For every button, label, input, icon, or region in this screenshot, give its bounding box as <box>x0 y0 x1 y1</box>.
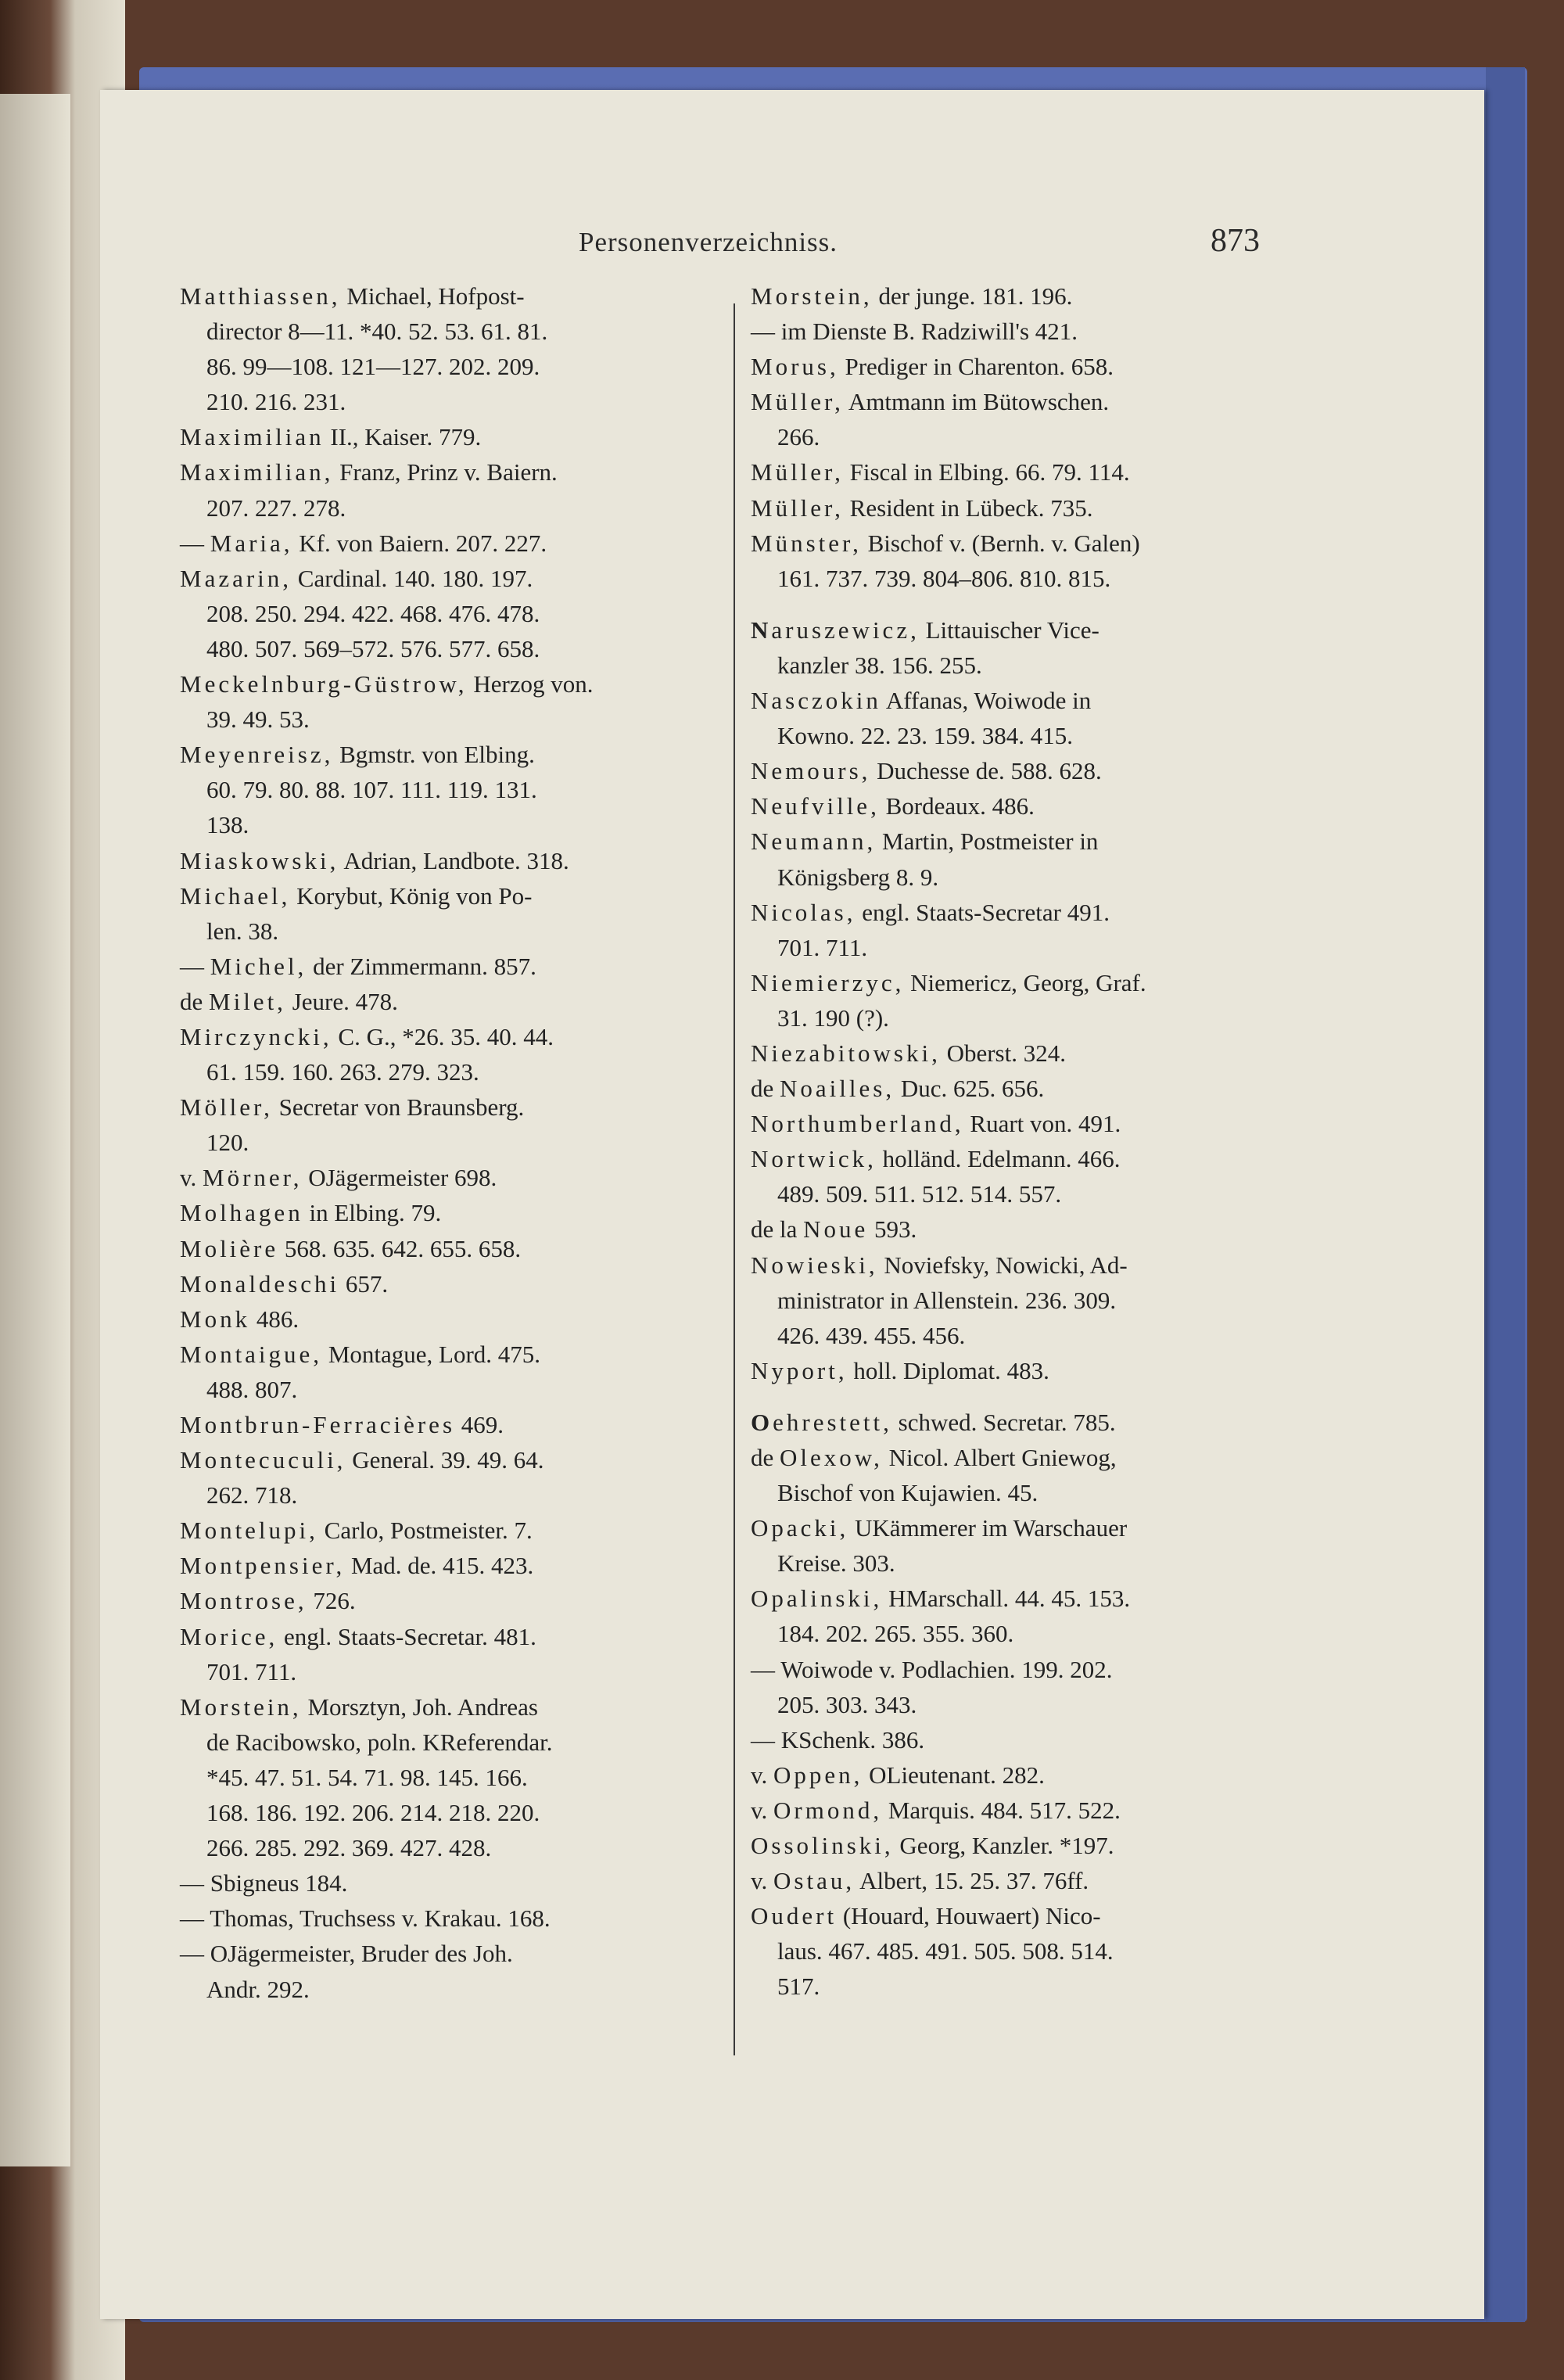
entry-name: Michael, <box>180 881 291 910</box>
index-entry-continuation <box>180 1372 712 1407</box>
entry-text: — Thomas, Truchsess v. Krakau. 168. <box>180 1904 551 1933</box>
entry-details: General. 39. 49. 64. <box>346 1446 544 1474</box>
entry-details: Morsztyn, Joh. Andreas <box>301 1693 538 1721</box>
index-entry <box>180 1548 712 1583</box>
index-entry <box>751 490 1282 526</box>
entry-name: Monk <box>180 1305 251 1333</box>
index-entry-continuation <box>751 648 1282 683</box>
entry-details: Ruart von. 491. <box>963 1110 1121 1138</box>
entry-prefix: v. <box>751 1761 773 1789</box>
index-entry <box>751 683 1282 718</box>
entry-name: Montecuculi, <box>180 1446 346 1474</box>
entry-name: Niemierzyc, <box>751 968 905 996</box>
entry-details: der Zimmermann. 857. <box>307 952 536 980</box>
entry-text: 86. 99—108. 121—127. 202. 209. <box>206 353 540 381</box>
index-entry <box>751 1036 1282 1071</box>
entry-details: Bordeaux. 486. <box>879 792 1035 820</box>
entry-details: Carlo, Postmeister. 7. <box>317 1517 533 1545</box>
index-entry-continuation <box>751 860 1282 895</box>
entry-details: Littauischer Vice- <box>919 616 1099 644</box>
index-entry <box>180 1301 712 1337</box>
entry-details: Noviefsky, Nowicki, Ad- <box>877 1251 1128 1279</box>
entry-text: — Woiwode v. Podlachien. 199. 202. <box>751 1655 1113 1683</box>
index-entry <box>180 1231 712 1266</box>
index-entry-continuation <box>180 1125 712 1160</box>
entry-text: kanzler 38. 156. 255. <box>777 651 982 679</box>
index-entry-continuation <box>751 1318 1282 1353</box>
entry-text: Bischof von Kujawien. 45. <box>777 1479 1038 1507</box>
entry-details: schwed. Secretar. 785. <box>891 1408 1116 1436</box>
entry-name: Miaskowski, <box>180 846 339 874</box>
entry-details: Duc. 625. 656. <box>895 1075 1045 1103</box>
index-entry <box>751 824 1282 859</box>
entry-details: Georg, Kanzler. *197. <box>893 1832 1114 1860</box>
entry-prefix: v. <box>180 1164 203 1192</box>
entry-details: OLieutenant. 282. <box>863 1761 1045 1789</box>
entry-details: 657. <box>339 1269 389 1298</box>
index-entry-continuation <box>751 1283 1282 1318</box>
entry-prefix: — <box>180 952 210 980</box>
index-entry <box>180 843 712 878</box>
index-entry <box>180 1195 712 1230</box>
entry-details: 726. <box>307 1587 356 1615</box>
entry-name: Müller, <box>751 388 844 416</box>
index-entry <box>751 753 1282 788</box>
index-entry <box>180 419 712 454</box>
index-entry <box>180 1337 712 1372</box>
entry-name: Nortwick, <box>751 1145 877 1173</box>
entry-details: OJägermeister 698. <box>302 1164 497 1192</box>
index-entry <box>751 278 1282 314</box>
index-entry <box>180 1619 712 1654</box>
entry-name: Münster, <box>751 529 862 557</box>
entry-details: der junge. 181. 196. <box>872 282 1073 310</box>
entry-name: Meckelnburg-Güstrow, <box>180 670 468 698</box>
entry-details: Prediger in Charenton. 658. <box>838 353 1114 381</box>
index-entry <box>751 965 1282 1000</box>
entry-text: 480. 507. 569–572. 576. 577. 658. <box>206 634 540 662</box>
entry-name: Molhagen <box>180 1199 303 1227</box>
entry-text: *45. 47. 51. 54. 71. 98. 145. 166. <box>206 1763 528 1791</box>
entry-details: Herzog von. <box>467 670 594 698</box>
entry-prefix: v. <box>751 1796 773 1824</box>
entry-details: II., Kaiser. 779. <box>324 423 482 451</box>
entry-details: HMarschall. 44. 45. 153. <box>882 1585 1131 1613</box>
entry-details: Franz, Prinz v. Baiern. <box>333 458 558 486</box>
entry-name: Michel, <box>210 952 307 980</box>
entry-details: Amtmann im Bütowschen. <box>843 388 1110 416</box>
index-entry <box>180 526 712 561</box>
entry-text: 701. 711. <box>777 933 868 961</box>
index-entry <box>751 1722 1282 1757</box>
entry-prefix: — <box>180 529 210 557</box>
entry-name: Müller, <box>751 494 844 522</box>
index-entry <box>751 1247 1282 1283</box>
entry-details: Jeure. 478. <box>285 987 398 1015</box>
index-entry-continuation <box>751 561 1282 596</box>
index-entry-continuation <box>180 384 712 419</box>
entry-text: — KSchenk. 386. <box>751 1725 925 1754</box>
entry-details: Niemericz, Georg, Graf. <box>904 968 1146 996</box>
entry-name: Molière <box>180 1234 279 1262</box>
index-entry <box>751 1141 1282 1176</box>
index-entry <box>180 561 712 596</box>
entry-text: de Racibowsko, poln. KReferendar. <box>206 1728 553 1756</box>
entry-text: 207. 227. 278. <box>206 494 346 522</box>
entry-text: Kreise. 303. <box>777 1549 895 1578</box>
index-entry-continuation <box>751 1687 1282 1722</box>
entry-name: Maria, <box>210 529 293 557</box>
entry-name: Montpensier, <box>180 1552 346 1580</box>
index-column-right <box>751 278 1282 2005</box>
entry-text: 60. 79. 80. 88. 107. 111. 119. 131. <box>206 776 537 804</box>
entry-details: Cardinal. 140. 180. 197. <box>292 564 533 592</box>
index-entry-continuation <box>751 718 1282 753</box>
entry-name: Nicolas, <box>751 898 856 926</box>
index-entry <box>180 1407 712 1442</box>
entry-name: Olexow, <box>780 1444 883 1471</box>
index-entry <box>751 1510 1282 1545</box>
entry-name: Ossolinski, <box>751 1832 894 1860</box>
entry-details: Oberst. 324. <box>940 1039 1066 1067</box>
entry-name: Mirczyncki, <box>180 1022 332 1050</box>
entry-name: Montrose, <box>180 1587 307 1615</box>
index-entry-continuation <box>180 1972 712 2007</box>
index-entry <box>180 1019 712 1054</box>
index-entry-continuation <box>180 1830 712 1865</box>
index-entry <box>751 1405 1282 1440</box>
index-entry <box>751 384 1282 419</box>
entry-details: 469. <box>455 1411 504 1438</box>
index-entry <box>751 1652 1282 1687</box>
entry-details: in Elbing. 79. <box>303 1199 442 1227</box>
entry-details: Bischof v. (Bernh. v. Galen) <box>861 529 1140 557</box>
entry-details: C. G., *26. 35. 40. 44. <box>332 1022 554 1050</box>
index-entry-continuation <box>751 1475 1282 1510</box>
index-entry-continuation <box>180 631 712 666</box>
entry-name: Maximilian, <box>180 458 334 486</box>
entry-name: aruszewicz, <box>771 616 920 644</box>
entry-name: Matthiassen, <box>180 282 341 310</box>
entry-prefix: de la <box>751 1215 804 1244</box>
entry-text: 120. <box>206 1129 249 1157</box>
entry-details: holl. Diplomat. 483. <box>847 1356 1049 1384</box>
entry-text: ministrator in Allenstein. 236. 309. <box>777 1286 1117 1314</box>
entry-text: 488. 807. <box>206 1375 298 1403</box>
entry-name: Morus, <box>751 353 839 381</box>
entry-name: Maximilian <box>180 423 325 451</box>
index-entry-continuation <box>751 419 1282 454</box>
index-entry <box>180 1865 712 1901</box>
entry-name: Mörner, <box>203 1164 303 1192</box>
entry-details: Adrian, Landbote. 318. <box>339 846 569 874</box>
entry-prefix: de <box>751 1075 780 1103</box>
index-entry-continuation <box>180 490 712 526</box>
entry-text: 266. 285. 292. 369. 427. 428. <box>206 1834 492 1862</box>
index-entry <box>180 737 712 772</box>
entry-text: 138. <box>206 811 249 839</box>
index-entry <box>751 1793 1282 1828</box>
index-entry <box>751 1071 1282 1106</box>
entry-name: Neufville, <box>751 792 880 820</box>
index-entry <box>751 1863 1282 1898</box>
entry-text: — OJägermeister, Bruder des Joh. <box>180 1940 513 1968</box>
entry-name: Ormond, <box>773 1796 883 1824</box>
entry-text: 701. 711. <box>206 1657 297 1685</box>
index-entry <box>180 1689 712 1725</box>
column-divider <box>734 303 735 2055</box>
index-entry <box>751 895 1282 930</box>
entry-name: Mazarin, <box>180 564 292 592</box>
entry-name: Montaigue, <box>180 1340 323 1368</box>
entry-text: 489. 509. 511. 512. 514. 557. <box>777 1180 1062 1208</box>
index-entry <box>180 1901 712 1936</box>
entry-text: Kowno. 22. 23. 159. 384. 415. <box>777 722 1074 750</box>
index-entry <box>180 1583 712 1618</box>
entry-details: Montague, Lord. 475. <box>322 1340 541 1368</box>
entry-text: 205. 303. 343. <box>777 1690 917 1718</box>
entry-name: Northumberland, <box>751 1110 964 1138</box>
index-entry-continuation <box>180 1725 712 1760</box>
entry-name: Nemours, <box>751 757 871 785</box>
entry-name: Nyport, <box>751 1356 848 1384</box>
index-entry-continuation <box>180 349 712 384</box>
entry-details: 593. <box>868 1215 917 1244</box>
index-entry <box>751 1757 1282 1793</box>
index-entry-continuation <box>180 1654 712 1689</box>
entry-details: Albert, 15. 25. 37. 76ff. <box>855 1867 1089 1895</box>
index-entry <box>751 1353 1282 1388</box>
index-entry-continuation <box>751 930 1282 965</box>
entry-text: 31. 190 (?). <box>777 1003 889 1032</box>
entry-text: 61. 159. 160. 263. 279. 323. <box>206 1058 479 1086</box>
page-number: 873 <box>1211 223 1260 259</box>
entry-name: Niezabitowski, <box>751 1039 941 1067</box>
index-entry <box>751 1440 1282 1475</box>
entry-text: len. 38. <box>206 917 279 945</box>
index-entry-continuation <box>751 1616 1282 1651</box>
entry-text: Andr. 292. <box>206 1975 310 2003</box>
entry-text: 161. 737. 739. 804–806. 810. 815. <box>777 564 1111 592</box>
index-entry-continuation <box>180 914 712 949</box>
index-entry <box>180 454 712 490</box>
entry-details: UKämmerer im Warschauer <box>848 1514 1128 1542</box>
index-entry-continuation <box>180 807 712 842</box>
entry-prefix: de <box>751 1444 780 1471</box>
entry-details: engl. Staats-Secretar 491. <box>856 898 1110 926</box>
entry-text: 262. 718. <box>206 1481 298 1509</box>
index-entry <box>751 314 1282 349</box>
index-entry-continuation <box>180 596 712 631</box>
index-entry-continuation <box>751 1969 1282 2004</box>
entry-text: 208. 250. 294. 422. 468. 476. 478. <box>206 599 540 627</box>
entry-text: 517. <box>777 1973 820 2001</box>
entry-name: Oudert <box>751 1902 838 1930</box>
entry-name: Nasczokin <box>751 687 881 715</box>
index-entry <box>180 1442 712 1477</box>
entry-text: director 8—11. *40. 52. 53. 61. 81. <box>206 318 548 346</box>
entry-details: Michael, Hofpost- <box>340 282 525 310</box>
index-entry-continuation <box>180 772 712 807</box>
index-entry-continuation <box>751 1176 1282 1212</box>
entry-details: Fiscal in Elbing. 66. 79. 114. <box>843 458 1130 486</box>
index-entry <box>751 1581 1282 1616</box>
entry-name: ehrestett, <box>773 1408 892 1436</box>
entry-name: Morstein, <box>180 1693 302 1721</box>
index-entry <box>180 1513 712 1548</box>
entry-name: Morice, <box>180 1622 278 1650</box>
index-entry <box>180 949 712 984</box>
entry-name: Montbrun-Ferracières <box>180 1411 456 1438</box>
section-initial: N <box>751 616 772 644</box>
entry-name: Möller, <box>180 1093 273 1122</box>
entry-details: 486. <box>250 1305 300 1333</box>
entry-text: 266. <box>777 423 820 451</box>
entry-details: Mad. de. 415. 423. <box>345 1552 534 1580</box>
entry-details: Resident in Lübeck. 735. <box>843 494 1093 522</box>
entry-text: — im Dienste B. Radziwill's 421. <box>751 318 1078 346</box>
index-entry-continuation <box>180 702 712 737</box>
entry-text: Königsberg 8. 9. <box>777 863 939 891</box>
entry-details: Nicol. Albert Gniewog, <box>882 1444 1117 1471</box>
section-initial: O <box>751 1408 773 1436</box>
index-entry <box>751 1828 1282 1863</box>
entry-name: Morstein, <box>751 282 873 310</box>
index-entry <box>180 878 712 914</box>
entry-name: Nowieski, <box>751 1251 878 1279</box>
entry-prefix: de <box>180 987 210 1015</box>
entry-text: — Sbigneus 184. <box>180 1869 348 1897</box>
index-entry <box>751 1212 1282 1247</box>
index-entry <box>180 1936 712 1971</box>
entry-details: holländ. Edelmann. 466. <box>876 1145 1121 1173</box>
entry-details: 568. 635. 642. 655. 658. <box>278 1234 522 1262</box>
index-entry <box>180 278 712 314</box>
index-entry <box>751 1898 1282 1933</box>
entry-details: Marquis. 484. 517. 522. <box>882 1796 1121 1824</box>
entry-name: Müller, <box>751 458 844 486</box>
index-entry <box>180 984 712 1019</box>
entry-name: Ostau, <box>773 1867 856 1895</box>
index-column-left <box>180 278 712 2007</box>
entry-name: Noue <box>803 1215 869 1244</box>
cover-edge <box>1486 67 1525 2322</box>
entry-name: Opalinski, <box>751 1585 883 1613</box>
index-entry <box>751 454 1282 490</box>
index-entry <box>180 1160 712 1195</box>
entry-name: Neumann, <box>751 827 877 856</box>
entry-name: Milet, <box>209 987 286 1015</box>
entry-details: Bgmstr. von Elbing. <box>333 741 535 769</box>
entry-text: 210. 216. 231. <box>206 388 346 416</box>
entry-name: Noailles, <box>780 1075 895 1103</box>
entry-details: Secretar von Braunsberg. <box>272 1093 525 1122</box>
index-entry-continuation <box>180 1054 712 1089</box>
entry-text: 39. 49. 53. <box>206 705 310 734</box>
index-entry <box>751 1106 1282 1141</box>
index-entry <box>751 788 1282 824</box>
index-entry <box>180 666 712 702</box>
index-entry <box>180 1266 712 1301</box>
index-entry-continuation <box>180 1795 712 1830</box>
index-entry-continuation <box>751 1545 1282 1581</box>
entry-details: Affanas, Woiwode in <box>881 687 1092 715</box>
entry-details: Duchesse de. 588. 628. <box>870 757 1102 785</box>
entry-details: Korybut, König von Po- <box>290 881 533 910</box>
index-entry-continuation <box>751 1933 1282 1969</box>
entry-details: engl. Staats-Secretar. 481. <box>278 1622 536 1650</box>
index-entry <box>751 349 1282 384</box>
previous-page-edge <box>0 94 70 2166</box>
index-entry-continuation <box>180 1477 712 1513</box>
entry-details: Martin, Postmeister in <box>876 827 1099 856</box>
entry-name: Montelupi, <box>180 1517 318 1545</box>
running-header: Personenverzeichniss. <box>579 227 838 257</box>
index-entry <box>751 612 1282 648</box>
entry-text: laus. 467. 485. 491. 505. 508. 514. <box>777 1937 1114 1965</box>
entry-text: 184. 202. 265. 355. 360. <box>777 1620 1014 1648</box>
entry-name: Oppen, <box>773 1761 863 1789</box>
index-entry-continuation <box>180 1760 712 1795</box>
entry-name: Opacki, <box>751 1514 849 1542</box>
entry-name: Monaldeschi <box>180 1269 340 1298</box>
entry-text: 168. 186. 192. 206. 214. 218. 220. <box>206 1799 540 1827</box>
index-entry-continuation <box>180 314 712 349</box>
entry-text: 426. 439. 455. 456. <box>777 1321 966 1349</box>
entry-details: (Houard, Houwaert) Nico- <box>837 1902 1101 1930</box>
index-entry-continuation <box>751 1000 1282 1036</box>
entry-details: Kf. von Baiern. 207. 227. <box>292 529 547 557</box>
entry-prefix: v. <box>751 1867 773 1895</box>
index-entry <box>751 526 1282 561</box>
index-entry <box>180 1089 712 1125</box>
entry-name: Meyenreisz, <box>180 741 334 769</box>
